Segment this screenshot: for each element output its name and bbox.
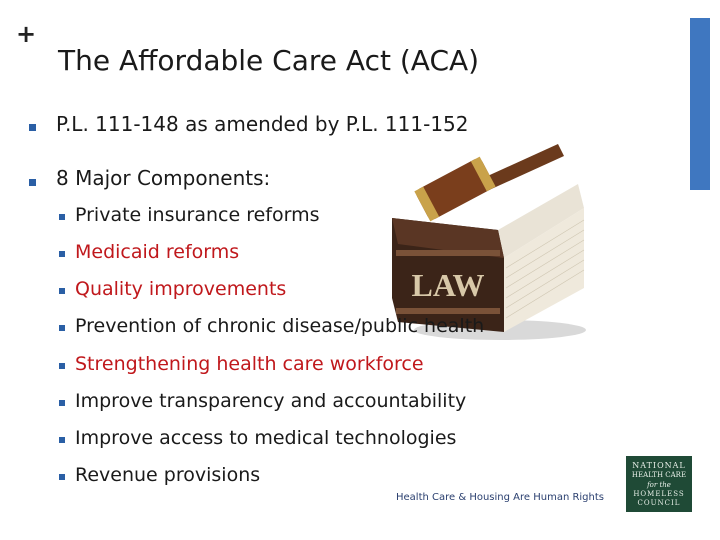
bullet-square — [29, 179, 36, 186]
sub-bullet-square — [59, 251, 65, 257]
logo-line: NATIONAL — [632, 461, 686, 470]
nhchc-logo — [626, 456, 692, 512]
bullet-square — [29, 124, 36, 131]
component-item: Medicaid reforms — [75, 241, 240, 263]
bullet-components-text: 8 Major Components: — [56, 166, 271, 190]
logo-line: COUNCIL — [637, 499, 681, 507]
sub-bullet-square — [59, 400, 65, 406]
component-item: Prevention of chronic disease/public health — [75, 315, 485, 337]
sub-bullet-square — [59, 437, 65, 443]
component-item: Revenue provisions — [75, 464, 261, 486]
spine-band-top — [396, 250, 500, 256]
component-item: Quality improvements — [75, 278, 287, 300]
logo-line: HEALTH CARE — [631, 471, 687, 479]
component-item: Improve transparency and accountability — [75, 390, 467, 412]
book-label: LAW — [411, 267, 485, 303]
component-item: Private insurance reforms — [75, 204, 320, 226]
sub-bullet-square — [59, 363, 65, 369]
plus-mark: + — [16, 20, 37, 48]
spine-band-bottom — [396, 308, 500, 314]
bullet-pl-text: P.L. 111-148 as amended by P.L. 111-152 — [56, 112, 469, 136]
sub-bullet-square — [59, 288, 65, 294]
logo-line: for the — [647, 481, 671, 489]
footer-tagline: Health Care & Housing Are Human Rights — [396, 492, 605, 503]
component-item: Strengthening health care workforce — [75, 353, 424, 375]
sub-bullet-square — [59, 214, 65, 220]
accent-bar — [690, 18, 710, 190]
component-item: Improve access to medical technologies — [75, 427, 457, 449]
slide-title: The Affordable Care Act (ACA) — [58, 44, 480, 77]
logo-line: HOMELESS — [633, 490, 685, 498]
sub-bullet-square — [59, 474, 65, 480]
sub-bullet-square — [59, 325, 65, 331]
